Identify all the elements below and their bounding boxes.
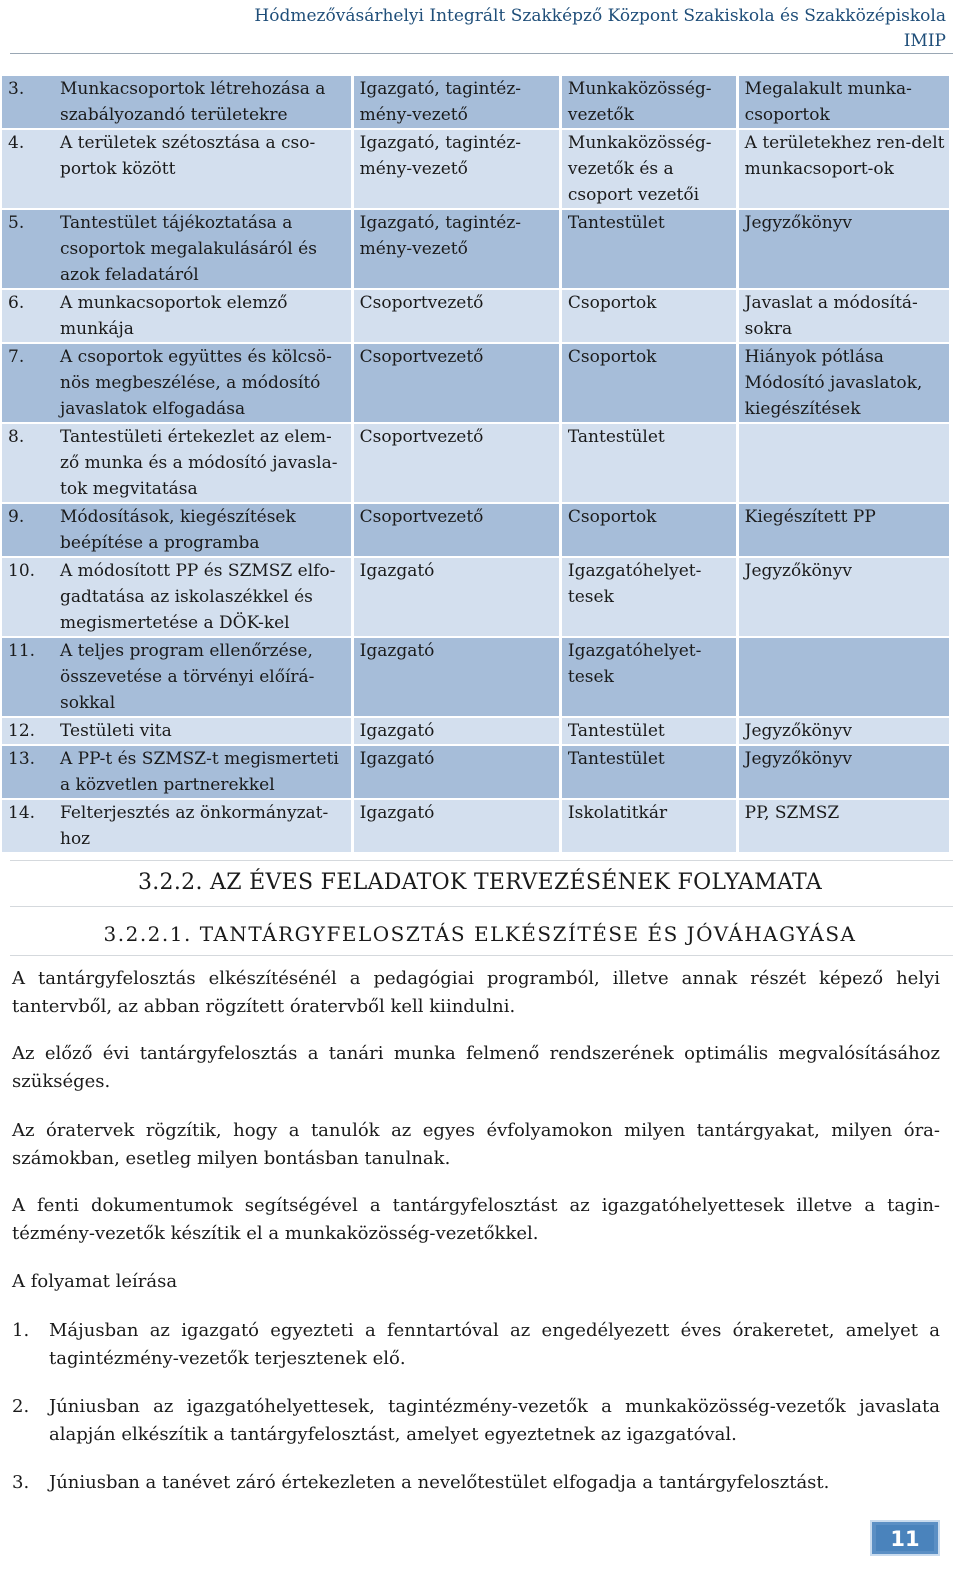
task-number: 5. <box>8 213 25 233</box>
list-item-text: Júniusban a tanévet záró értekezleten a nevelőtestület elfogadja a tantárgyfelosztást. <box>49 1472 830 1493</box>
responsible-cell: Csoportvezető <box>354 290 562 344</box>
task-cell <box>2 130 354 210</box>
task-text: Felterjesztés az önkormányzat-hoz <box>60 803 329 849</box>
table-row <box>2 76 952 130</box>
table-row <box>2 800 952 854</box>
section-divider-bottom <box>10 955 953 956</box>
page-number-badge <box>870 1520 940 1556</box>
header-document-code: IMIP <box>903 31 946 51</box>
task-text: Testületi vita <box>60 721 172 741</box>
task-number: 13. <box>8 749 36 769</box>
page-number: 11 <box>876 1525 934 1551</box>
responsible-cell: Csoportvezető <box>354 504 562 558</box>
task-cell <box>2 210 354 290</box>
task-number: 4. <box>8 133 25 153</box>
responsible-cell: Igazgató, tagintéz-mény-vezető <box>354 130 562 210</box>
list-item <box>12 1469 940 1497</box>
participants-cell: Tantestület <box>562 424 739 504</box>
section-heading: 3.2.2. AZ ÉVES FELADATOK TERVEZÉSÉNEK FOLYAMATA <box>137 870 823 895</box>
header-divider <box>10 53 953 54</box>
task-number: 8. <box>8 427 25 447</box>
task-number: 9. <box>8 507 25 527</box>
participants-cell: Tantestület <box>562 718 739 746</box>
list-item-text: Júniusban az igazgatóhelyettesek, tagintézmény-vezetők a munkaközösség-vezetők javaslata alapján elkészítik a tantárgyfelosztást, amelyet egyeztetnek az igazgatóval. <box>49 1396 940 1445</box>
list-item <box>12 1317 940 1373</box>
result-cell: Jegyzőkönyv <box>739 558 952 638</box>
task-text: A munkacsoportok elemző munkája <box>60 293 288 339</box>
participants-cell: Tantestület <box>562 746 739 800</box>
responsible-cell: Igazgató <box>354 558 562 638</box>
participants-cell: Csoportok <box>562 344 739 424</box>
result-cell <box>739 424 952 504</box>
task-cell <box>2 424 354 504</box>
responsible-cell: Csoportvezető <box>354 424 562 504</box>
task-cell <box>2 746 354 800</box>
task-number: 7. <box>8 347 25 367</box>
task-text: Módosítások, kiegészítések beépítése a programba <box>60 507 296 553</box>
table-row <box>2 718 952 746</box>
section-divider-top <box>10 860 953 861</box>
task-number: 3. <box>8 79 25 99</box>
paragraph-2: Az előző évi tantárgyfelosztás a tanári munka felmenő rendszerének optimális megvalósításához szükséges. <box>12 1043 940 1092</box>
table-row <box>2 638 952 718</box>
table-row <box>2 130 952 210</box>
task-text: A teljes program ellenőrzése, összevetése a törvényi előírá-sokkal <box>60 641 315 713</box>
task-text: A PP-t és SZMSZ-t megismerteti a közvetlen partnerekkel <box>60 749 339 795</box>
participants-cell: Munkaközösség-vezetők <box>562 76 739 130</box>
list-item-number: 1. <box>12 1320 30 1341</box>
participants-cell: Csoportok <box>562 504 739 558</box>
responsible-cell: Igazgató <box>354 800 562 854</box>
subsection-heading: 3.2.2.1. TANTÁRGYFELOSZTÁS ELKÉSZÍTÉSE ÉS JÓVÁHAGYÁSA <box>103 922 857 946</box>
result-cell: Hiányok pótlása Módosító javaslatok, kiegészítések <box>739 344 952 424</box>
table-row <box>2 504 952 558</box>
result-cell: Megalakult munka-csoportok <box>739 76 952 130</box>
table-row <box>2 558 952 638</box>
result-cell: Jegyzőkönyv <box>739 210 952 290</box>
task-text: Munkacsoportok létrehozása a szabályozandó területekre <box>60 79 326 125</box>
result-cell: PP, SZMSZ <box>739 800 952 854</box>
list-item-text: Májusban az igazgató egyezteti a fenntartóval az engedélyezett éves órakeretet, amelyet a tagintézmény-vezetők terjesztenek elő. <box>49 1320 940 1369</box>
result-cell: Kiegészített PP <box>739 504 952 558</box>
table-row <box>2 344 952 424</box>
task-text: Tantestület tájékoztatása a csoportok megalakulásáról és azok feladatáról <box>60 213 317 285</box>
process-description-label: A folyamat leírása <box>12 1271 178 1292</box>
result-cell: Jegyzőkönyv <box>739 718 952 746</box>
responsible-cell: Igazgató <box>354 746 562 800</box>
result-cell: A területekhez ren-delt munkacsoport-ok <box>739 130 952 210</box>
table-row <box>2 210 952 290</box>
result-cell <box>739 638 952 718</box>
task-cell <box>2 290 354 344</box>
task-cell <box>2 504 354 558</box>
table-row <box>2 290 952 344</box>
task-number: 6. <box>8 293 25 313</box>
participants-cell: Iskolatitkár <box>562 800 739 854</box>
participants-cell: Igazgatóhelyet-tesek <box>562 638 739 718</box>
responsible-cell: Igazgató, tagintéz-mény-vezető <box>354 210 562 290</box>
task-cell <box>2 800 354 854</box>
table-row <box>2 424 952 504</box>
list-item <box>12 1393 940 1449</box>
responsible-cell: Igazgató, tagintéz-mény-vezető <box>354 76 562 130</box>
task-cell <box>2 638 354 718</box>
participants-cell: Munkaközösség-vezetők és a csoport vezetői <box>562 130 739 210</box>
participants-cell: Csoportok <box>562 290 739 344</box>
table-row <box>2 746 952 800</box>
task-cell <box>2 718 354 746</box>
task-number: 11. <box>8 641 36 661</box>
page-header <box>26 4 946 54</box>
participants-cell: Tantestület <box>562 210 739 290</box>
task-cell <box>2 344 354 424</box>
section-divider-middle <box>10 906 953 907</box>
paragraph-4: A fenti dokumentumok segítségével a tantárgyfelosztást az igazgatóhelyettesek illetve a tagin-tézmény-vezetők készítik el a munkaközösség-vezetőkkel. <box>12 1195 940 1244</box>
task-cell <box>2 558 354 638</box>
task-text: Tantestületi értekezlet az elem-ző munka és a módosító javasla-tok megvitatása <box>60 427 338 499</box>
result-cell: Javaslat a módosítá-sokra <box>739 290 952 344</box>
task-number: 14. <box>8 803 36 823</box>
participants-cell: Igazgatóhelyet-tesek <box>562 558 739 638</box>
task-text: A módosított PP és SZMSZ elfo-gadtatása az iskolaszékkel és megismertetése a DÖK-kel <box>60 561 336 633</box>
list-item-number: 2. <box>12 1396 30 1417</box>
task-cell <box>2 76 354 130</box>
task-number: 10. <box>8 561 36 581</box>
responsible-cell: Igazgató <box>354 638 562 718</box>
responsible-cell: Csoportvezető <box>354 344 562 424</box>
result-cell: Jegyzőkönyv <box>739 746 952 800</box>
task-text: A csoportok együttes és kölcsö-nös megbeszélése, a módosító javaslatok elfogadása <box>60 347 332 419</box>
list-item-number: 3. <box>12 1472 30 1493</box>
paragraph-1: A tantárgyfelosztás elkészítésénél a pedagógiai programból, illetve annak részét képező helyi tantervből, az abban rögzített óratervből kell kiindulni. <box>12 968 940 1017</box>
process-table <box>2 76 952 854</box>
task-number: 12. <box>8 721 36 741</box>
task-text: A területek szétosztása a cso-portok között <box>60 133 316 179</box>
header-institution-name: Hódmezővásárhelyi Integrált Szakképző Központ Szakiskola és Szakközépiskola <box>254 6 946 26</box>
responsible-cell: Igazgató <box>354 718 562 746</box>
paragraph-3: Az óratervek rögzítik, hogy a tanulók az egyes évfolyamokon milyen tantárgyakat, milyen óra-számokban, esetleg milyen bontásban tanulnak. <box>12 1120 940 1169</box>
